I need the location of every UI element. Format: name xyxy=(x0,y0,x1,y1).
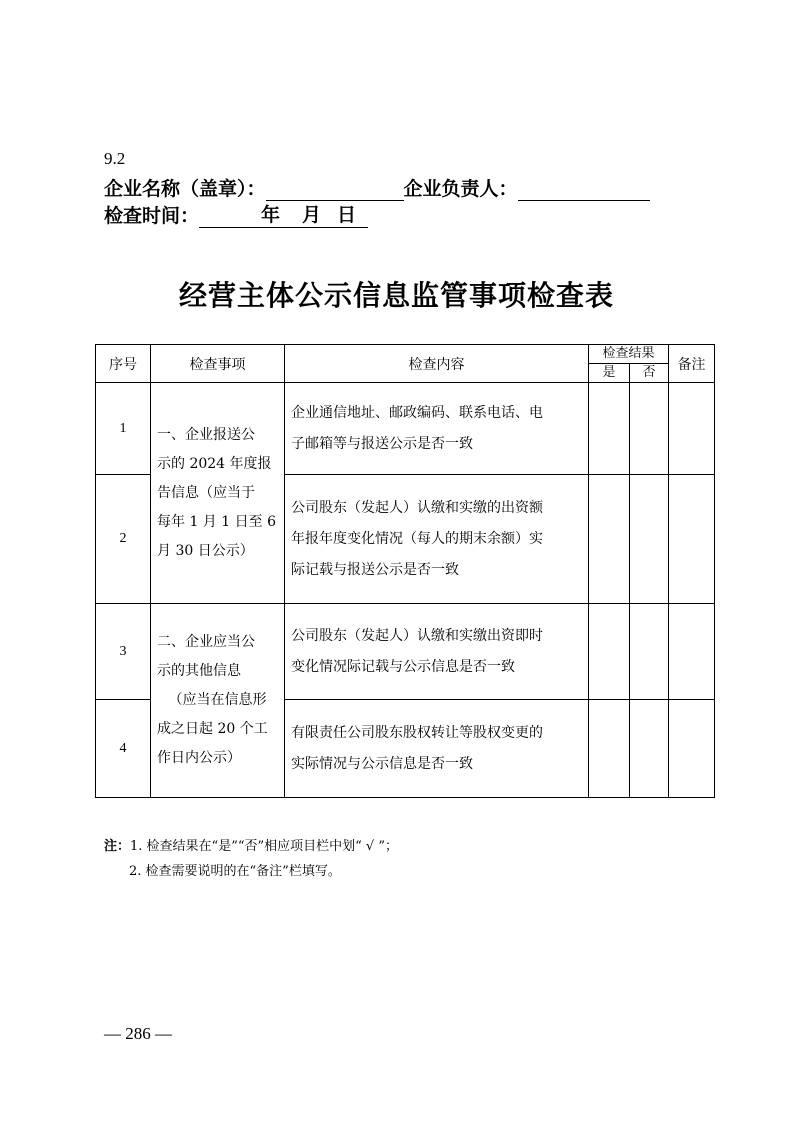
content-line: 年报年度变化情况（每人的期末余额）实 xyxy=(291,530,543,547)
company-info-row xyxy=(104,174,650,201)
row-seq: 4 xyxy=(96,700,151,798)
item-line: 一、企业报送公 xyxy=(157,426,255,443)
company-name-label: 企业名称（盖章）： xyxy=(104,178,266,200)
row-seq: 1 xyxy=(96,383,151,475)
result-yes-cell[interactable] xyxy=(589,700,630,798)
inspection-table xyxy=(95,344,715,798)
header-content: 检查内容 xyxy=(285,345,589,383)
header-yes: 是 xyxy=(589,364,630,383)
row-content xyxy=(285,383,589,475)
row-content xyxy=(285,604,589,700)
header-remark: 备注 xyxy=(669,345,715,383)
row-content xyxy=(285,700,589,798)
page-title: 经营主体公示信息监管事项检查表 xyxy=(178,279,614,312)
item-line: （应当在信息形 xyxy=(168,692,267,708)
note-text-1: 1. 检查结果在“是”“否”相应项目栏中划“ √ ”； xyxy=(130,839,398,854)
content-line: 变化情况际记载与公示信息是否一致 xyxy=(291,658,515,675)
inspection-date-field[interactable] xyxy=(199,200,368,228)
header-item: 检查事项 xyxy=(151,345,285,383)
inspection-date-label: 检查时间： xyxy=(104,205,200,227)
item-line: 示的 2024 年度报 xyxy=(157,455,272,472)
result-no-cell[interactable] xyxy=(630,475,669,604)
item-line: 月 30 日公示） xyxy=(157,542,254,559)
result-yes-cell[interactable] xyxy=(589,475,630,604)
date-year-label: 年 xyxy=(261,204,281,226)
header-no: 否 xyxy=(630,364,669,383)
item-line: 告信息（应当于 xyxy=(157,484,255,501)
principal-field[interactable] xyxy=(518,180,650,201)
header-seq: 序号 xyxy=(96,345,151,383)
row-content xyxy=(285,475,589,604)
inspection-item-2 xyxy=(151,604,285,798)
content-line: 公司股东（发起人）认缴和实缴的出资额 xyxy=(291,499,543,516)
item-line: 二、企业应当公 xyxy=(157,634,255,650)
inspection-item-1 xyxy=(151,383,285,604)
section-number: 9.2 xyxy=(104,149,126,168)
page-number: — 286 — xyxy=(104,1024,172,1043)
result-no-cell[interactable] xyxy=(630,604,669,700)
result-no-cell[interactable] xyxy=(630,383,669,475)
principal-label: 企业负责人： xyxy=(403,178,518,200)
row-seq: 3 xyxy=(96,604,151,700)
item-line: 成之日起 20 个工 xyxy=(157,721,268,737)
company-name-field[interactable] xyxy=(266,180,404,201)
inspection-date-row xyxy=(104,200,368,228)
item-line: 每年 1 月 1 日至 6 xyxy=(157,513,276,530)
note-prefix: 注： xyxy=(104,839,131,854)
note-line-1 xyxy=(104,835,398,854)
date-day-label: 日 xyxy=(337,204,357,226)
note-line-2: 2. 检查需要说明的在“备注”栏填写。 xyxy=(129,864,341,879)
remark-cell[interactable] xyxy=(669,475,715,604)
table-row xyxy=(96,383,715,475)
content-line: 公司股东（发起人）认缴和实缴出资即时 xyxy=(291,627,543,644)
content-line: 有限责任公司股东股权转让等股权变更的 xyxy=(291,724,543,741)
content-line: 实际情况与公示信息是否一致 xyxy=(291,755,473,772)
result-yes-cell[interactable] xyxy=(589,383,630,475)
header-result: 检查结果 xyxy=(589,345,669,364)
content-line: 企业通信地址、邮政编码、联系电话、电 xyxy=(291,404,543,421)
row-seq: 2 xyxy=(96,475,151,604)
remark-cell[interactable] xyxy=(669,604,715,700)
remark-cell[interactable] xyxy=(669,383,715,475)
result-yes-cell[interactable] xyxy=(589,604,630,700)
content-line: 际记载与报送公示是否一致 xyxy=(291,561,459,578)
table-row xyxy=(96,604,715,700)
content-line: 子邮箱等与报送公示是否一致 xyxy=(291,435,473,452)
item-line: 作日内公示） xyxy=(157,750,241,766)
date-month-label: 月 xyxy=(302,204,322,226)
result-no-cell[interactable] xyxy=(630,700,669,798)
remark-cell[interactable] xyxy=(669,700,715,798)
item-line: 示的其他信息 xyxy=(157,663,241,679)
